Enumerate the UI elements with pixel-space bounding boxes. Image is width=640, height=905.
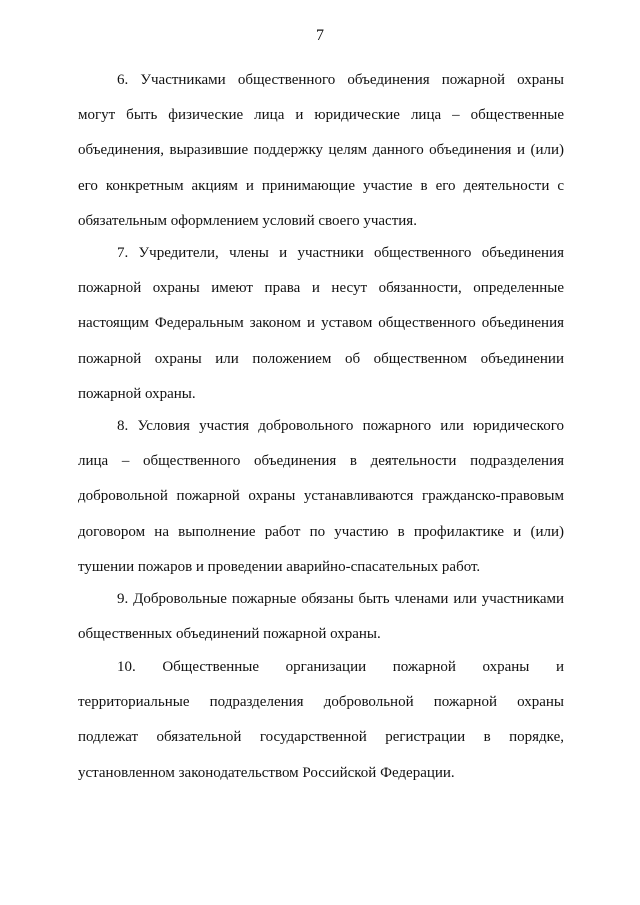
paragraph-line: 8. Условия участия добровольного пожарного или юридического: [117, 418, 564, 434]
paragraph-line: 7. Учредители, члены и участники общественного объединения: [117, 245, 564, 261]
paragraph-line: подлежат обязательной государственной регистрации в порядке,: [78, 729, 564, 746]
paragraph-9: [78, 582, 564, 652]
page-number: 7: [316, 27, 324, 44]
paragraph-10: [78, 650, 564, 791]
paragraph-line: территориальные подразделения добровольной пожарной охраны: [78, 694, 564, 711]
paragraph-line: общественных объединений пожарной охраны.: [78, 626, 381, 643]
paragraph-line: договором на выполнение работ по участию в профилактике и (или): [78, 523, 564, 540]
paragraph-line: обязательным оформлением условий своего участия.: [78, 212, 417, 229]
paragraph-line: установленном законодательством Российской Федерации.: [78, 764, 455, 781]
paragraph-line: пожарной охраны или положением об общественном объединении: [78, 350, 564, 367]
paragraph-line: пожарной охраны имеют права и несут обязанности, определенные: [78, 280, 564, 297]
paragraph-line: объединения, выразившие поддержку целям данного объединения и (или): [78, 142, 564, 159]
paragraph-7: [78, 236, 564, 412]
paragraph-6: [78, 63, 564, 239]
paragraph-line: пожарной охраны.: [78, 385, 196, 402]
paragraph-line: лица – общественного объединения в деятельности подразделения: [78, 453, 564, 470]
paragraph-line: 6. Участниками общественного объединения пожарной охраны: [117, 72, 564, 88]
paragraph-8: [78, 409, 564, 585]
paragraph-line: тушении пожаров и проведении аварийно-спасательных работ.: [78, 558, 481, 575]
paragraph-line: могут быть физические лица и юридические лица – общественные: [78, 107, 564, 124]
paragraph-line: его конкретным акциям и принимающие участие в его деятельности с: [78, 177, 564, 194]
paragraph-line: настоящим Федеральным законом и уставом общественного объединения: [78, 315, 564, 332]
paragraph-line: 10. Общественные организации пожарной охраны и: [117, 659, 564, 675]
paragraph-line: 9. Добровольные пожарные обязаны быть членами или участниками: [117, 591, 564, 607]
paragraph-line: добровольной пожарной охраны устанавливаются гражданско-правовым: [78, 488, 564, 505]
